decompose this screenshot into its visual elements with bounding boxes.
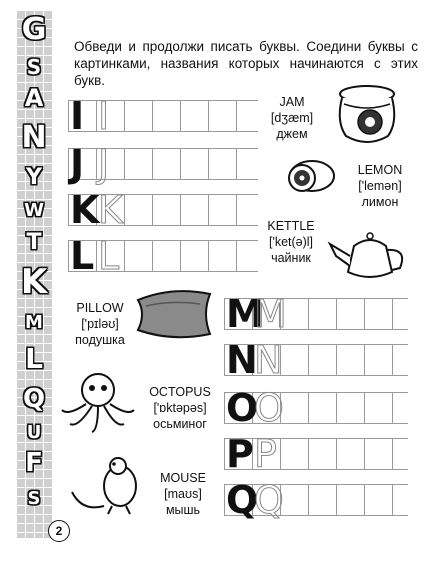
word-mouse: MOUSE [maʊs] мышь: [160, 471, 206, 517]
word-pillow: PILLOW ['pɪləʊ] подушка: [75, 301, 125, 347]
strip-letter: U: [26, 422, 42, 443]
dashed-letter: N: [254, 338, 283, 382]
dashed-letter: M: [254, 292, 287, 336]
trace-letter: I: [70, 94, 85, 138]
octopus-icon: [58, 370, 138, 436]
page-number: 2: [48, 520, 70, 542]
tracing-row-l[interactable]: [68, 234, 258, 278]
dashed-letter: L: [98, 234, 120, 278]
dashed-letter: J: [98, 142, 110, 186]
jam-jar-icon: [332, 82, 402, 148]
dashed-letter: I: [98, 94, 110, 138]
word-kettle: KETTLE ['ket(ə)l] чайник: [267, 219, 315, 265]
trace-letter: J: [70, 142, 85, 186]
strip-letter: Y: [26, 165, 42, 190]
trace-letter: Q: [226, 478, 259, 522]
tracing-row-p[interactable]: [224, 432, 408, 476]
word-octopus: OCTOPUS ['ɒktəpəs] осьминог: [149, 385, 211, 431]
strip-letter: F: [25, 448, 43, 478]
mouse-icon: [62, 456, 148, 518]
strip-letter: N: [21, 120, 47, 155]
kettle-icon: [326, 226, 416, 282]
tracing-row-i[interactable]: [68, 94, 258, 138]
word-jam: JAM [dʒæm] джем: [270, 95, 314, 141]
trace-letter: L: [70, 234, 95, 278]
dashed-letter: O: [254, 386, 284, 430]
instruction-text: Обведи и продолжи писать буквы. Соедини буквы с картинками, названия которых начинаются с этих букв.: [74, 39, 418, 88]
tracing-row-n[interactable]: [224, 338, 408, 382]
strip-letter: M: [25, 312, 43, 333]
strip-letter: L: [25, 342, 43, 375]
trace-letter: N: [226, 338, 258, 382]
strip-letter: S: [26, 55, 42, 79]
strip-letter: S: [27, 488, 41, 509]
trace-letter: M: [226, 292, 264, 336]
strip-letter: G: [21, 12, 47, 47]
strip-letter: Q: [22, 384, 46, 414]
tracing-row-o[interactable]: [224, 386, 408, 430]
tracing-row-k[interactable]: [68, 188, 258, 232]
pillow-icon: [132, 286, 216, 342]
trace-letter: O: [226, 386, 259, 430]
tracing-row-m[interactable]: [224, 292, 408, 336]
lemon-icon: [282, 156, 336, 196]
word-lemon: LEMON ['lemən] лимон: [357, 163, 403, 209]
dashed-letter: Q: [254, 478, 284, 522]
dashed-letter: K: [98, 188, 123, 232]
trace-letter: P: [226, 432, 254, 476]
strip-letter: T: [26, 230, 42, 255]
dashed-letter: P: [254, 432, 277, 476]
tracing-row-j[interactable]: [68, 142, 258, 186]
trace-letter: K: [70, 188, 100, 232]
tracing-row-q[interactable]: [224, 478, 408, 522]
strip-letter: A: [24, 84, 44, 112]
strip-letter: W: [24, 200, 44, 221]
strip-letter: K: [20, 262, 48, 302]
